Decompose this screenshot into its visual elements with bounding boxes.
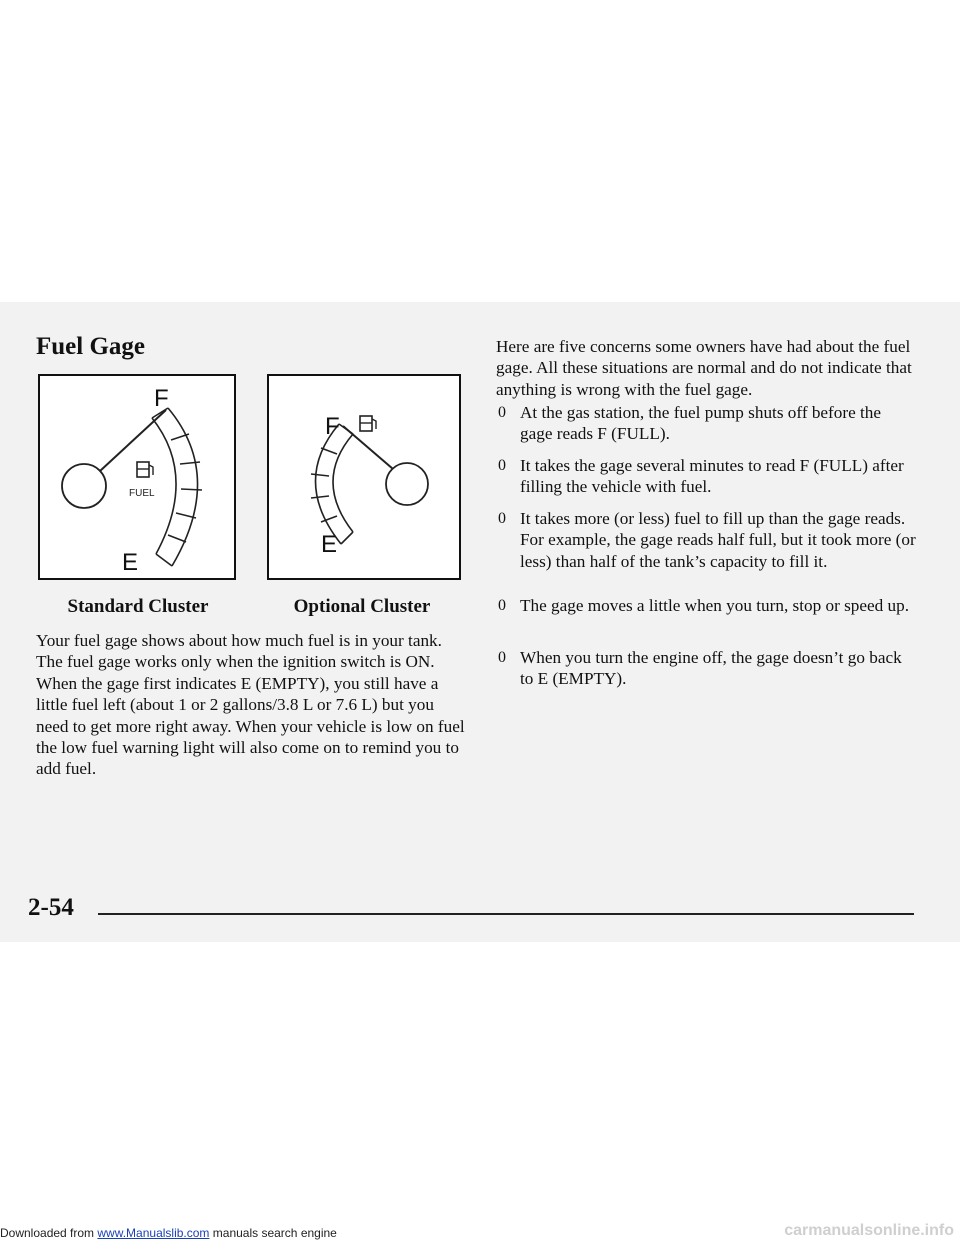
empty-mark: E — [321, 531, 338, 558]
footer-suffix: manuals search engine — [209, 1226, 337, 1240]
optional-cluster-caption: Optional Cluster — [293, 596, 431, 617]
gauge-needle — [343, 426, 393, 469]
gauge-scale-inner — [333, 434, 353, 532]
list-item-text: When you turn the engine off, the gage doesn’t go back to E (EMPTY). — [520, 648, 902, 689]
list-item — [496, 455, 916, 498]
fuel-pump-icon — [137, 462, 153, 477]
gauge-scale-inner — [152, 418, 176, 554]
bullet-marker: 0 — [498, 649, 506, 666]
standard-cluster-caption: Standard Cluster — [67, 596, 209, 617]
optional-cluster-gauge — [267, 374, 461, 580]
gauge-scale-outer — [315, 424, 341, 544]
list-item — [496, 508, 916, 572]
bullet-marker: 0 — [498, 404, 506, 421]
download-footer — [0, 1226, 337, 1240]
fuel-gage-description: Your fuel gage shows about how much fuel is in your tank. The fuel gage works only when the ignition switch is ON. When the gage first indicates E (EMPTY), you still have a little fuel left (about 1 or 2 gallons/3.8 L or 7.6 L) but you need to get more right away. When your vehicle is low on fuel the low fuel warning light will also come on to remind you to add fuel. — [36, 631, 465, 779]
bullet-marker: 0 — [498, 457, 506, 474]
empty-mark: E — [122, 549, 139, 576]
gauge-scale-outer — [168, 408, 198, 566]
footer-rule — [98, 913, 914, 915]
section-heading: Fuel Gage — [36, 333, 146, 360]
list-item-text: At the gas station, the fuel pump shuts off before the gage reads F (FULL). — [520, 403, 882, 444]
gauge-needle — [100, 410, 166, 471]
full-mark: F — [325, 413, 340, 440]
standard-cluster-gauge — [38, 374, 236, 580]
manualslib-link[interactable]: www.Manualslib.com — [97, 1226, 210, 1240]
fuel-pump-icon — [360, 416, 376, 431]
list-item-text: It takes the gage several minutes to read F (FULL) after filling the vehicle with fuel. — [520, 456, 904, 497]
list-item-text: It takes more (or less) fuel to fill up than the gage reads. For example, the gage reads half full, but it took more (or less) than half of the tank’s capacity to fill it. — [520, 509, 916, 571]
bullet-marker: 0 — [498, 597, 506, 614]
list-item-text: The gage moves a little when you turn, stop or speed up. — [520, 596, 910, 615]
concerns-intro: Here are five concerns some owners have had about the fuel gage. All these situations are normal and do not indicate that anything is wrong with the fuel gage. — [496, 337, 912, 399]
list-item — [496, 595, 916, 616]
needle-hub — [62, 464, 106, 508]
page-number: 2-54 — [28, 894, 74, 921]
list-item — [496, 402, 916, 445]
optional-gauge-drawing — [269, 376, 459, 578]
footer-prefix: Downloaded from — [0, 1226, 98, 1240]
watermark: carmanualsonline.info — [784, 1222, 954, 1239]
list-item — [496, 647, 916, 690]
full-mark: F — [154, 385, 169, 412]
bullet-marker: 0 — [498, 510, 506, 527]
standard-gauge-drawing — [40, 376, 234, 578]
fuel-label: FUEL — [129, 488, 155, 499]
